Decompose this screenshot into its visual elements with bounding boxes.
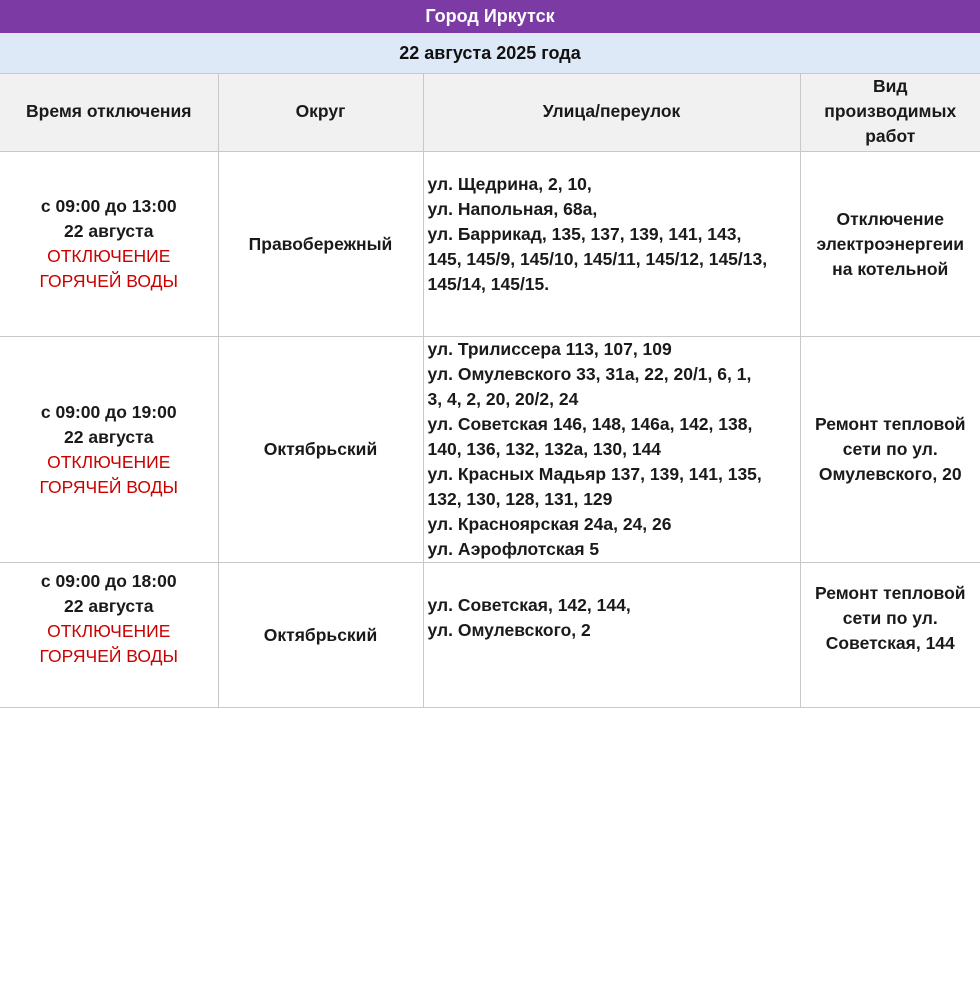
street-line: ул. Красноярская 24а, 24, 26: [427, 514, 672, 534]
time-cell: [0, 152, 218, 337]
hot-water-alert: ОТКЛЮЧЕНИЕ: [47, 621, 171, 641]
hot-water-alert: ГОРЯЧЕЙ ВОДЫ: [39, 476, 178, 497]
city-banner: [0, 0, 980, 33]
table-row: [0, 337, 980, 563]
time-date: 22 августа: [64, 426, 154, 447]
district-name: Октябрьский: [263, 439, 378, 459]
table-header-row: [0, 74, 980, 152]
street-line: ул. Советская 146, 148, 146а, 142, 138,: [427, 414, 753, 434]
time-cell: [0, 337, 218, 563]
table-row: [0, 152, 980, 337]
hot-water-alert: ОТКЛЮЧЕНИЕ: [47, 246, 171, 266]
street-line: ул. Аэрофлотская 5: [427, 539, 600, 559]
hot-water-alert: ГОРЯЧЕЙ ВОДЫ: [39, 271, 178, 291]
street-line: ул. Красных Мадьяр 137, 139, 141, 135,: [427, 464, 762, 484]
column-header-work-line: производимых: [824, 101, 957, 121]
time-range: с 09:00 до 18:00: [40, 571, 177, 591]
column-header-work-line: Вид: [872, 76, 908, 96]
work-line: Ремонт тепловой: [814, 414, 966, 434]
work-cell: [800, 563, 980, 708]
street-line: ул. Трилиссера 113, 107, 109: [427, 339, 672, 359]
outage-table: [0, 74, 980, 708]
city-title: Город Иркутск: [425, 6, 555, 26]
street-line: ул. Напольная, 68а,: [427, 199, 598, 219]
column-header-work-line: работ: [865, 126, 916, 146]
time-range: с 09:00 до 13:00: [40, 196, 177, 216]
column-header-time: Время отключения: [0, 74, 218, 152]
hot-water-alert: ГОРЯЧЕЙ ВОДЫ: [39, 646, 178, 666]
district-cell: [218, 337, 423, 563]
street-line: ул. Омулевского, 2: [427, 620, 591, 640]
work-line: Ремонт тепловой: [814, 583, 966, 603]
table-row: [0, 563, 980, 708]
street-line: 3, 4, 2, 20, 20/2, 24: [427, 389, 579, 409]
column-header-work-type: [800, 74, 980, 152]
streets-cell: [423, 152, 800, 337]
date-bar: [0, 33, 980, 74]
work-line: сети по ул.: [842, 608, 938, 628]
time-date: 22 августа: [64, 596, 154, 616]
time-cell: [0, 563, 218, 708]
street-line: ул. Советская, 142, 144,: [427, 595, 631, 615]
work-cell: [800, 337, 980, 563]
district-cell: [218, 152, 423, 337]
district-cell: [218, 563, 423, 708]
street-line: ул. Омулевского 33, 31а, 22, 20/1, 6, 1,: [427, 364, 752, 384]
work-line: сети по ул.: [842, 439, 938, 459]
time-date: 22 августа: [64, 221, 154, 241]
street-line: 132, 130, 128, 131, 129: [427, 489, 613, 509]
street-line: 145, 145/9, 145/10, 145/11, 145/12, 145/13,: [427, 249, 768, 269]
column-header-street: Улица/переулок: [423, 74, 800, 152]
work-cell: [800, 152, 980, 337]
work-line: на котельной: [832, 258, 949, 279]
streets-cell: [423, 337, 800, 563]
street-line: 140, 136, 132, 132а, 130, 144: [427, 439, 662, 459]
column-header-district: Округ: [218, 74, 423, 152]
district-name: Октябрьский: [263, 624, 378, 645]
work-line: Отключение: [836, 208, 944, 229]
work-line: Омулевского, 20: [818, 464, 962, 484]
time-range: с 09:00 до 19:00: [40, 401, 177, 422]
streets-cell: [423, 563, 800, 708]
schedule-date: 22 августа 2025 года: [399, 42, 581, 63]
work-line: Советская, 144: [825, 633, 955, 653]
work-line: электроэнергеии: [816, 233, 965, 254]
street-line: ул. Баррикад, 135, 137, 139, 141, 143,: [427, 224, 742, 244]
street-line: 145/14, 145/15.: [427, 274, 550, 294]
hot-water-alert: ОТКЛЮЧЕНИЕ: [47, 451, 171, 472]
street-line: ул. Щедрина, 2, 10,: [427, 174, 592, 194]
district-name: Правобережный: [248, 233, 393, 254]
